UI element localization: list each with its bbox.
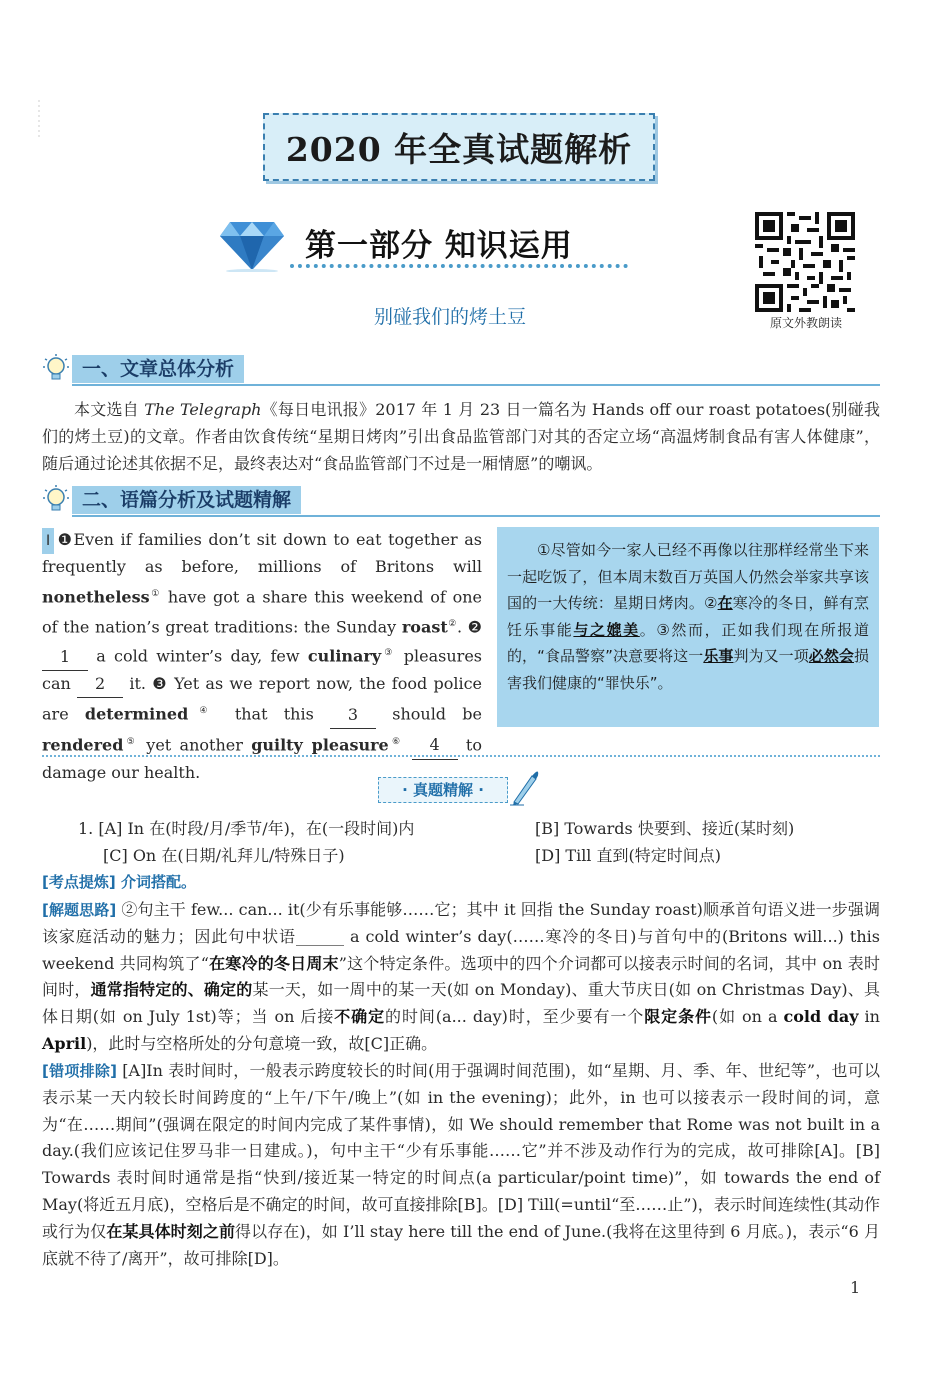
- text-run: ①尽管如今一家人已经不再像以往那样经常坐下来一起吃饭了，但本周末数百万英国人仍然会举家共享该国的一大传统：星期日烤肉。②: [507, 541, 869, 613]
- vocab-word: culinary: [307, 646, 382, 666]
- vocab-word: determined: [84, 704, 189, 724]
- blank-1[interactable]: 1: [42, 644, 88, 671]
- emphasis: 限定条件: [644, 1007, 712, 1027]
- article-title: 别碰我们的烤土豆: [373, 306, 526, 328]
- emphasis: 通常指特定的、确定的: [90, 980, 253, 1000]
- emphasis: 乐事: [703, 647, 734, 666]
- text-run: ”这个特定条件。选项中的四个介词都可以接表示时间的名词，其中 on 表时间时，: [42, 953, 880, 1000]
- emphasis: 在: [717, 594, 733, 613]
- text-run: 的时间(a... day)时，至少要有一个: [385, 1007, 645, 1027]
- footnote-mark: ③: [381, 648, 396, 659]
- text-run: pleasures can: [42, 646, 482, 694]
- text-run: [A]In 表时间时，一般表示跨度较长的时间(用于强调时间范围)，如“星期、月、季、年、世纪等”，也可以表示某一天内较长时间跨度的“上午/下午/晚上”(如 in the evening)；此外，in 也可以接表示一段时间的词，意为“在……期间”(强调在限定的时间内完成了某件事情)，如 We should remember that Rome was not built in a day.(我们应该记住罗马非一日建成。)，句中主干“少有乐事能……它”并不涉及动作行为的完成，故可排除[A]。[B] Towards 表时间时通常是指“快到/接近某一特定的时间点(a particular/point time)”，如 towards the end of May(将近五月底)，空格后是不确定的时间，故可直接排除[B]。[D] Till(=until“至……止”)，表示时间连续性(其动作或行为仅: [42, 1061, 881, 1241]
- option-c: [C] On 在(日期/礼拜儿/特殊日子): [103, 846, 345, 865]
- emphasis: 在某具体时刻之前: [106, 1221, 236, 1241]
- lightbulb-icon: [42, 353, 70, 385]
- text-run: 寒冷的冬日，鲜有烹饪乐事能: [507, 594, 869, 639]
- emphasis: 与之媲美: [573, 620, 640, 639]
- wrong-tag: [错项排除]: [42, 1062, 117, 1080]
- text-run: ②句主干 few... can... it(少有乐事能够……它；其中 it 回指 the Sunday roast)顺承首句语义进一步强调该家庭活动的魅力；因此句中状语______ a cold winter’s day(……寒冷的冬日)与首句中的(Britons will...) this weekend 共同构筑了“: [42, 900, 880, 973]
- text-run: have got a share this weekend of one of the nation’s great traditions: the Sunday: [42, 587, 482, 636]
- passage-paragraph: [42, 527, 482, 786]
- sentence-marker: ❸: [152, 674, 168, 694]
- section-heading: 二、语篇分析及试题精解: [72, 486, 301, 514]
- option-d: [D] Till 直到(特定时间点): [535, 846, 721, 865]
- sentence-marker: ❷: [467, 616, 483, 636]
- vocab-word: guilty pleasure: [251, 735, 389, 755]
- text-run: in: [858, 1007, 880, 1027]
- footnote-mark: ⑤: [123, 737, 138, 748]
- text-run: it.: [123, 674, 153, 694]
- paragraph-number: I: [42, 528, 54, 554]
- diamond-icon: [218, 212, 286, 272]
- section-rule: [72, 515, 880, 517]
- part-title-underline: [290, 264, 628, 268]
- emphasis: 在寒冷的冬日周末: [208, 953, 339, 973]
- text-run: .: [456, 616, 468, 636]
- text-run: yet another: [137, 735, 252, 755]
- footnote-mark: ④: [188, 706, 219, 717]
- sentence-marker: ❶: [56, 530, 74, 549]
- emphasis: April: [42, 1033, 87, 1053]
- section-header-discourse: [42, 484, 880, 518]
- main-title-box: [263, 113, 655, 181]
- idea-tag: [解题思路]: [42, 901, 117, 919]
- blank-4[interactable]: 4: [412, 732, 458, 759]
- text-run: )，此时与空格所处的分句意境一致，故[C]正确。: [86, 1033, 438, 1053]
- text-run: 《每日电讯报》2017 年 1 月 23 日一篇名为 Hands off our roast potatoes(别碰我们的烤土豆)的文章。作者由饮食传统“星期日烤肉”引出食品监管部门对其的否定立场“高温烤制食品有害人体健康”，随后通过论述其依据不足，最终表达对“食品监管部门不过是一厢情愿”的嘲讽。: [42, 400, 880, 473]
- text-run: to damage our health.: [42, 735, 482, 782]
- text-run: Even if families don’t sit down to eat together as frequently as before, millions of Britons will: [42, 530, 483, 577]
- vocab-word: rendered: [42, 735, 124, 755]
- text-run: 损害我们健康的“罪快乐”。: [507, 647, 869, 692]
- emphasis: cold day: [783, 1007, 859, 1027]
- text-run: Yet as we report now, the food police are: [42, 674, 483, 724]
- emphasis: 不确定: [334, 1007, 386, 1027]
- section-separator: [42, 755, 880, 757]
- text-run: that this: [218, 704, 331, 724]
- vocab-word: nonetheless: [42, 587, 150, 607]
- part-title: 第一部分 知识运用: [305, 228, 573, 264]
- text-run: (如 on a: [711, 1007, 784, 1027]
- blank-2[interactable]: 2: [77, 671, 123, 698]
- section-rule: [72, 384, 880, 386]
- text-run: 得以存在)，如 I’ll stay here till the end of June.(我将在这里待到 6 月底。)，表示“6 月底就不待了/离开”，故可排除[D]。: [42, 1221, 880, 1268]
- option-a: 1. [A] In 在(时段/月/季节/年)，在(一段时间)内: [78, 819, 415, 838]
- point-tag: [考点提炼]: [42, 873, 116, 891]
- main-title: 2020 年全真试题解析: [285, 129, 633, 169]
- text-run: 某一天，如一周中的某一天(如 on Monday)、重大节庆日(如 on Christmas Day)、具体日期(如 on July 1st)等；当 on 后接: [42, 980, 880, 1027]
- text-run: [403, 735, 411, 754]
- pen-icon: [510, 770, 540, 806]
- emphasis: 必然会: [808, 647, 854, 666]
- text-run: 本文选自: [74, 400, 139, 419]
- footnote-mark: ②: [447, 618, 457, 629]
- section-header-overall: [42, 353, 880, 387]
- idea-paragraph: [42, 897, 880, 1058]
- text-run: 。③然而，正如我们现在所报道的，“食品警察”决意要将这一: [507, 620, 869, 666]
- explain-badge: · 真题精解 ·: [378, 777, 508, 803]
- section-heading: 一、文章总体分析: [72, 355, 244, 383]
- option-b: [B] Towards 快要到、接近(某时刻): [535, 819, 795, 838]
- footnote-mark: ⑥: [388, 737, 404, 748]
- margin-mark: [35, 100, 43, 140]
- point-line: [42, 869, 880, 896]
- qr-caption: 原文外教朗读: [769, 316, 842, 330]
- qr-code-icon[interactable]: [755, 212, 855, 312]
- page-number: 1: [850, 1278, 861, 1297]
- translation-box: [497, 527, 879, 727]
- overall-analysis-paragraph: [42, 396, 880, 477]
- lightbulb-icon: [42, 484, 70, 516]
- text-run: 判为又一项: [733, 647, 809, 666]
- text-run: a cold winter’s day, few: [88, 646, 308, 666]
- blank-3[interactable]: 3: [330, 702, 376, 729]
- footnote-mark: ①: [149, 588, 162, 599]
- vocab-word: roast: [401, 616, 448, 636]
- point-text: 介词搭配。: [115, 873, 196, 891]
- text-run: should be: [376, 704, 482, 724]
- wrong-option-paragraph: [42, 1058, 880, 1272]
- source-name: The Telegraph: [144, 400, 262, 419]
